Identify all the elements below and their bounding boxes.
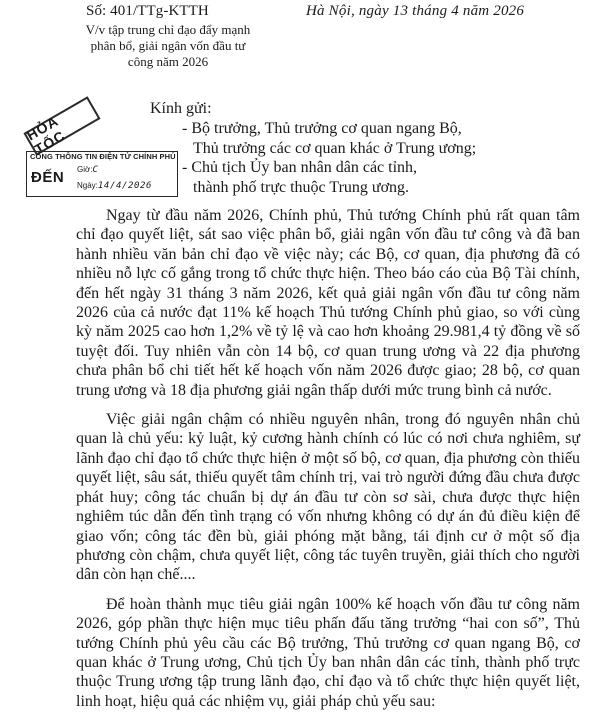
body-paragraph: Để hoàn thành mục tiêu giải ngân 100% kế hoạch vốn đầu tư công năm 2026, góp phần thực hiện mục tiêu phấn đấu tăng trưởng “hai con số”, Thủ tướng Chính phủ yêu cầu các Bộ trưởng, Thủ trưởng cơ quan ngang Bộ, cơ quan khác ở Trung ương, Chủ tịch Ủy ban nhân dân các tỉnh, thành phố trực thuộc Trung ương tập trung lãnh đạo, chỉ đạo và tổ chức thực hiện quyết liệt, linh hoạt, hiệu quả các nhiệm vụ, giải pháp chủ yếu sau: — [76, 595, 580, 710]
document-body — [76, 206, 580, 721]
body-paragraph: Việc giải ngân chậm có nhiều nguyên nhân, trong đó nguyên nhân chủ quan là chủ yếu: kỷ luật, kỷ cương hành chính có lúc có nơi chưa nghiêm, sự lãnh đạo chỉ đạo tổ chức thực hiện ở một số bộ, cơ quan, địa phương còn thiếu quyết liệt, sâu sát, thiếu quyết tâm chính trị, vai trò người đứng đầu chưa được phát huy; công tác chuẩn bị dự án đầu tư còn sơ sài, chưa được thực hiện nghiêm túc dẫn đến tình trạng có vốn nhưng không có dự án đủ điều kiện để giao vốn; công tác đền bù, giải phóng mặt bằng, tái định cư ở một số địa phương còn chậm, chưa quyết liệt, công tác tuyên truyền, giải thích cho người dân còn hạn chế.... — [76, 411, 580, 584]
recipient-line: Thủ trưởng các cơ quan khác ở Trung ương; — [193, 139, 477, 157]
document-subject — [68, 22, 268, 70]
urgent-stamp — [23, 96, 100, 156]
recipient-line: thành phố trực thuộc Trung ương. — [193, 178, 410, 196]
received-time-value: C — [92, 165, 99, 175]
received-date-label: Ngày: — [77, 181, 98, 190]
subject-line: công năm 2026 — [127, 54, 209, 69]
received-stamp-org: CỔNG THÔNG TIN ĐIỆN TỬ CHÍNH PHỦ — [30, 152, 176, 161]
received-date-value: 14/4/2026 — [97, 181, 153, 191]
received-stamp-label: ĐẾN — [31, 169, 65, 186]
urgent-stamp-text: HỎA TỐC — [23, 112, 68, 158]
received-stamp-time — [77, 165, 99, 175]
received-stamp-date — [77, 181, 152, 191]
received-stamp — [26, 151, 178, 197]
body-paragraph: Ngay từ đầu năm 2026, Chính phủ, Thủ tướng Chính phủ rất quan tâm chỉ đạo quyết liệt, sát sao việc phân bổ, giải ngân vốn đầu tư công và đã ban hành nhiều văn bản chỉ đạo về việc này; các Bộ, cơ quan, địa phương đã có nhiều nỗ lực cố gắng trong tổ chức thực hiện. Theo báo cáo của Bộ Tài chính, đến hết ngày 31 tháng 3 năm 2026, kết quả giải ngân vốn đầu tư công năm 2026 của cả nước đạt 11% kế hoạch Thủ tướng Chính phủ giao, so với cùng kỳ năm 2025 cao hơn 1,2% về tỷ lệ và cao hơn khoảng 29.981,4 tỷ đồng về số tuyệt đối. Tuy nhiên vẫn còn 14 bộ, cơ quan trung ương và 22 địa phương chưa phân bổ chi tiết hết kế hoạch vốn năm 2026 được giao; 28 bộ, cơ quan trung ương và 18 địa phương giải ngân thấp dưới mức trung bình cả nước. — [76, 207, 580, 399]
recipient-line: - Bộ trưởng, Thủ trưởng cơ quan ngang Bộ, — [182, 120, 462, 137]
document-date: Hà Nội, ngày 13 tháng 4 năm 2026 — [306, 3, 525, 19]
subject-line: V/v tập trung chỉ đạo đẩy mạnh — [85, 22, 251, 37]
recipients-list — [182, 119, 476, 197]
recipient-line: - Chủ tịch Ủy ban nhân dân các tỉnh, — [182, 159, 418, 176]
document-number: Số: 401/TTg-KTTH — [86, 3, 209, 19]
greeting: Kính gửi: — [150, 100, 212, 117]
subject-line: phân bổ, giải ngân vốn đầu tư — [90, 38, 246, 53]
received-time-label: Giờ: — [77, 165, 93, 174]
